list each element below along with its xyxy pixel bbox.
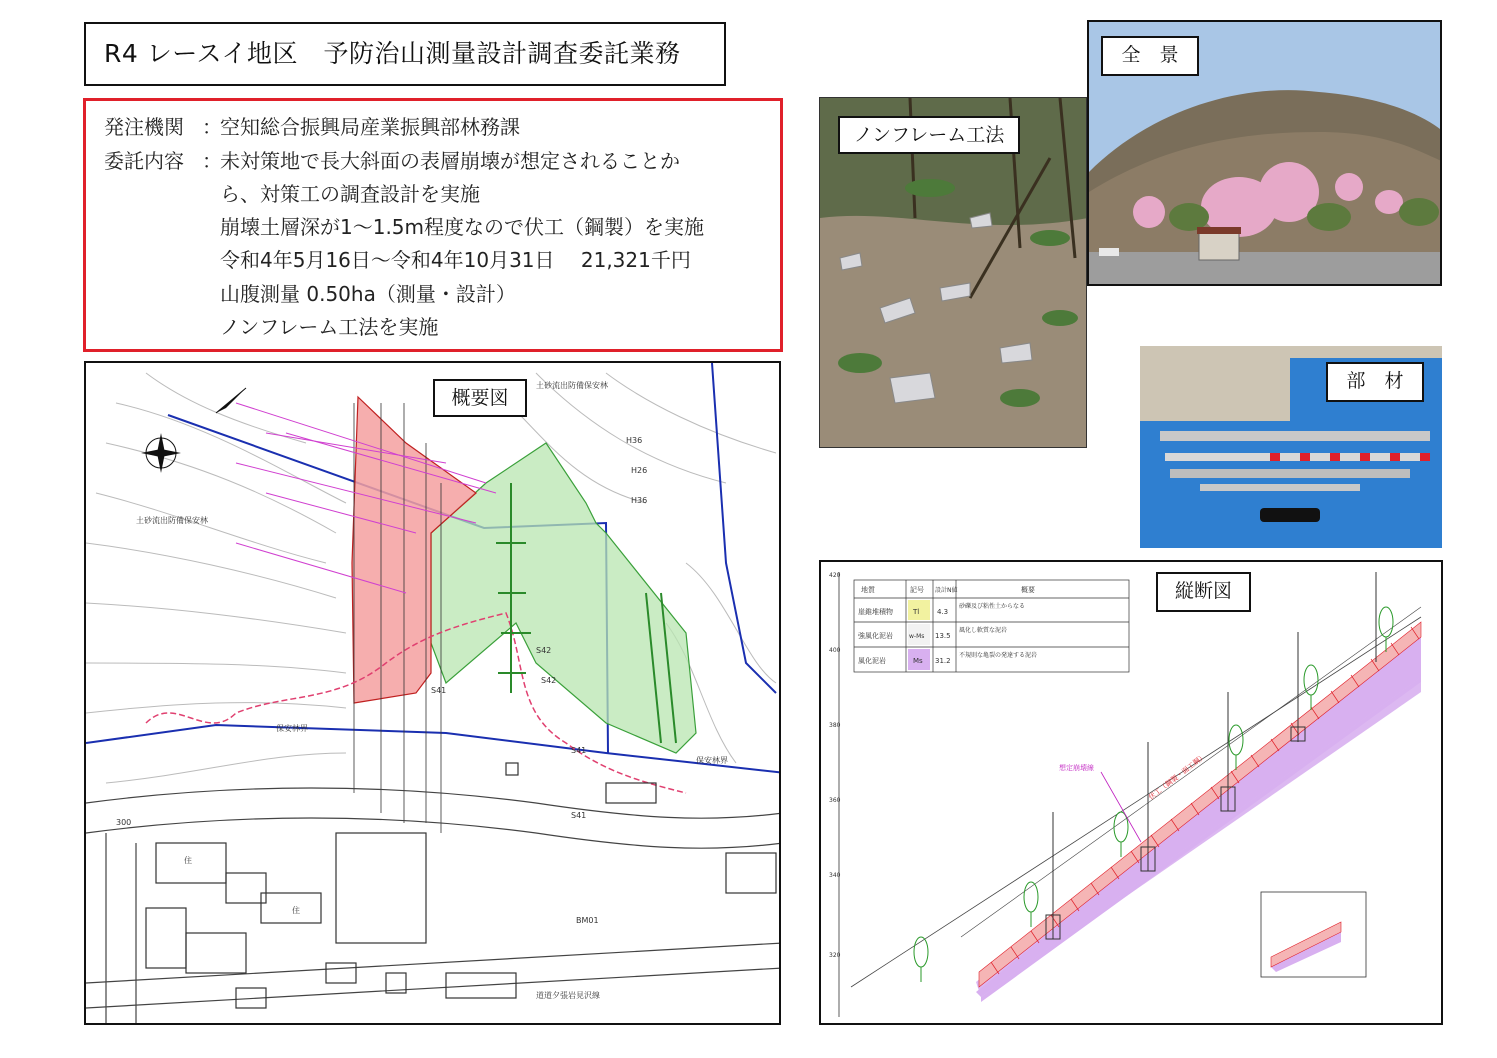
overview-map <box>84 361 781 1025</box>
panorama-photo <box>1087 20 1442 286</box>
table-cell-n: 4.3 <box>937 608 949 616</box>
map-text: H26 <box>631 466 648 475</box>
info-row <box>104 244 691 277</box>
svg-text:360: 360 <box>829 797 841 804</box>
map-text: 保安林界 <box>696 756 728 765</box>
map-text: 保安林界 <box>276 724 308 733</box>
info-text: ノンフレーム工法を実施 <box>220 315 439 339</box>
map-text: BM01 <box>576 916 599 925</box>
nonframe-photo <box>819 97 1087 448</box>
parts-photo-label: 部 材 <box>1326 362 1424 402</box>
info-text: ら、対策工の調査設計を実施 <box>220 182 480 206</box>
table-cell-n: 13.5 <box>935 632 951 640</box>
map-text: 住 <box>184 856 192 865</box>
info-sep: ： <box>202 149 222 173</box>
svg-text:400: 400 <box>829 647 841 654</box>
info-sep: ： <box>202 115 222 139</box>
info-row <box>104 145 680 178</box>
north-arrow-icon <box>141 433 181 473</box>
page-title: R4 レースイ地区 予防治山測量設計調査委託業務 <box>84 22 726 86</box>
map-text: 300 <box>116 818 132 827</box>
table-cell-code: Ms <box>913 657 923 665</box>
table-cell-n: 31.2 <box>935 657 951 665</box>
nonframe-photo-label: ノンフレーム工法 <box>838 116 1020 154</box>
panorama-photo-label: 全 景 <box>1101 36 1199 76</box>
svg-text:420: 420 <box>829 572 841 579</box>
map-text: 土砂流出防備保安林 <box>136 516 208 525</box>
info-label: 委託内容 <box>104 149 184 173</box>
table-cell-name: 崖錐堆積物 <box>858 608 893 616</box>
parts-photo <box>1140 346 1442 548</box>
table-header: 設計N値 <box>935 587 958 594</box>
collapse-line-annotation: 想定崩壊線 <box>1059 764 1094 772</box>
map-text: S42 <box>541 676 557 685</box>
info-label: 発注機関 <box>104 115 184 139</box>
info-row <box>104 111 520 144</box>
map-text: 住 <box>292 906 300 915</box>
table-header: 概要 <box>1021 586 1035 594</box>
map-text: 道道夕張岩見沢線 <box>536 991 600 1000</box>
profile-drawing <box>819 560 1443 1025</box>
info-row <box>104 278 516 311</box>
fuko-annotation: 伏工（鋼製・面工鋼） <box>1147 752 1208 802</box>
info-text: 令和4年5月16日～令和4年10月31日 21,321千円 <box>220 248 691 272</box>
map-text: H36 <box>626 436 643 445</box>
map-text: S41 <box>571 746 587 755</box>
info-text: 山腹測量 0.50ha（測量・設計） <box>220 282 516 306</box>
map-text: S41 <box>571 811 587 820</box>
table-cell-code: w-Ms <box>909 633 925 640</box>
table-cell-code: Tl <box>913 608 920 616</box>
svg-text:320: 320 <box>829 952 841 959</box>
profile-label: 縦断図 <box>1156 572 1251 612</box>
table-note: 風化し軟質な泥岩 <box>959 627 1008 634</box>
table-note: 不規則な亀裂の発達する泥岩 <box>959 652 1038 659</box>
svg-text:340: 340 <box>829 872 841 879</box>
map-drawing <box>86 363 781 1025</box>
info-row <box>104 311 438 344</box>
info-row <box>104 178 480 211</box>
table-note: 砂礫及び粘性土からなる <box>959 603 1026 610</box>
svg-text:380: 380 <box>829 722 841 729</box>
overview-map-label: 概要図 <box>433 379 527 417</box>
info-text: 崩壊土層深が1～1.5m程度なので伏工（鋼製）を実施 <box>220 215 705 239</box>
buildings <box>146 763 776 1008</box>
north-pointer-icon <box>216 388 246 413</box>
map-text: H36 <box>631 496 648 505</box>
project-info-box <box>83 98 783 352</box>
profile-svg <box>821 562 1443 1025</box>
info-row <box>104 211 704 244</box>
info-text: 未対策地で長大斜面の表層崩壊が想定されることか <box>220 149 680 173</box>
table-cell-name: 風化泥岩 <box>858 657 886 665</box>
map-text: S42 <box>536 646 552 655</box>
table-header: 記号 <box>910 586 924 594</box>
info-text: 空知総合振興局産業振興部林務課 <box>220 115 520 139</box>
map-text: 土砂流出防備保安林 <box>536 381 608 390</box>
table-cell-name: 強風化泥岩 <box>858 632 893 640</box>
table-header: 地質 <box>861 586 875 594</box>
map-text: S41 <box>431 686 447 695</box>
